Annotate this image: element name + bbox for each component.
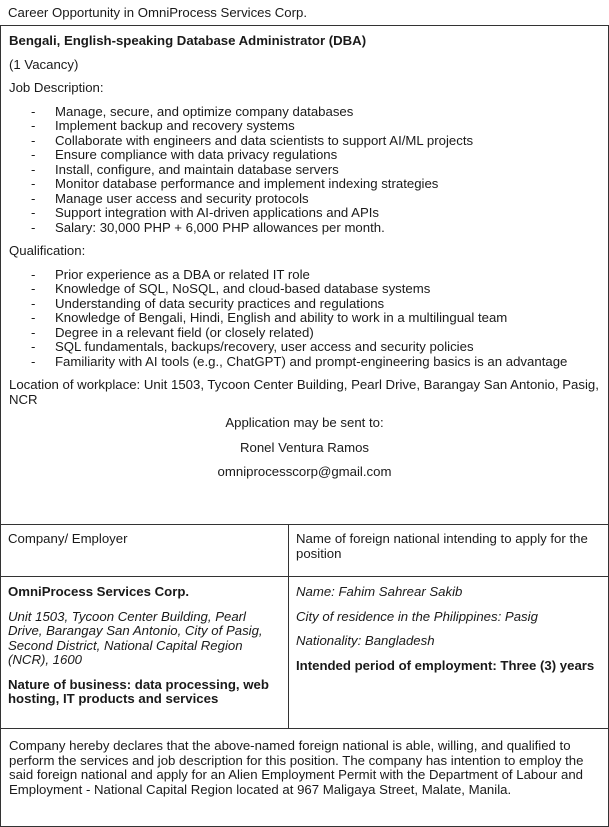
application-contact — [9, 416, 600, 480]
job-details-section — [0, 26, 609, 525]
nationality: Nationality: Bangladesh — [296, 633, 435, 648]
list-item: - Ensure compliance with data privacy regulations — [9, 148, 600, 163]
workplace-location: Location of workplace: Unit 1503, Tycoon Center Building, Pearl Drive, Barangay San Antonio, Pasig, NCR — [9, 377, 599, 407]
list-item: - Implement backup and recovery systems — [9, 119, 600, 134]
company-declaration: Company hereby declares that the above-named foreign national is able, willing, and qualified to perform the services and job description for this position. The company has intention to employ the said foreign national and apply for an Alien Employment Permit with the Department of Labour and Employment - National Capital Region located at 967 Maligaya Street, Malate, Manila. — [9, 738, 584, 797]
employer-details — [1, 577, 288, 707]
list-item: - Manage user access and security protocols — [9, 192, 600, 207]
employer-name: OmniProcess Services Corp. — [8, 584, 190, 599]
employer-foreign-national-table — [0, 525, 609, 729]
list-item: - Install, configure, and maintain database servers — [9, 163, 600, 178]
vacancy-count: (1 Vacancy) — [9, 56, 79, 72]
list-item: - Knowledge of SQL, NoSQL, and cloud-based database systems — [9, 282, 600, 297]
job-title: Bengali, English-speaking Database Administrator (DBA) — [9, 33, 367, 48]
declaration-section — [0, 729, 609, 827]
list-item: - SQL fundamentals, backups/recovery, user access and security policies — [9, 340, 600, 355]
contact-email: omniprocesscorp@gmail.com — [217, 464, 392, 479]
list-item: - Support integration with AI-driven applications and APIs — [9, 206, 600, 221]
list-item: - Degree in a relevant field (or closely related) — [9, 326, 600, 341]
qualification-label: Qualification: — [9, 243, 86, 258]
foreign-national-name: Name: Fahim Sahrear Sakib — [296, 584, 463, 599]
employer-address: Unit 1503, Tycoon Center Building, Pearl Drive, Barangay San Antonio, City of Pasig, Second District, National Capital Region (NCR), 1600 — [8, 608, 263, 667]
foreign-national-column — [289, 525, 608, 728]
list-item: - Prior experience as a DBA or related IT role — [9, 268, 600, 283]
business-nature: Nature of business: data processing, web hosting, IT products and services — [8, 676, 269, 706]
list-item: - Familiarity with AI tools (e.g., ChatGPT) and prompt-engineering basics is an advantage — [9, 355, 600, 370]
employer-column-header: Company/ Employer — [1, 525, 288, 577]
residence-city: City of residence in the Philippines: Pasig — [296, 608, 538, 624]
foreign-national-details — [289, 577, 608, 673]
employer-column — [1, 525, 289, 728]
foreign-national-column-header: Name of foreign national intending to apply for the position — [289, 525, 608, 577]
list-item: - Understanding of data security practices and regulations — [9, 297, 600, 312]
job-description-label: Job Description: — [9, 80, 104, 95]
job-description-list — [9, 105, 600, 236]
employment-period: Intended period of employment: Three (3) years — [296, 657, 595, 673]
page-title: Career Opportunity in OmniProcess Services Corp. — [8, 5, 308, 20]
list-item: - Knowledge of Bengali, Hindi, English and ability to work in a multilingual team — [9, 311, 600, 326]
qualification-list — [9, 268, 600, 370]
application-label: Application may be sent to: — [225, 415, 384, 430]
contact-name: Ronel Ventura Ramos — [239, 439, 369, 455]
list-item: - Monitor database performance and implement indexing strategies — [9, 177, 600, 192]
list-item: - Salary: 30,000 PHP + 6,000 PHP allowances per month. — [9, 221, 600, 236]
posting-header — [0, 0, 609, 26]
list-item: - Manage, secure, and optimize company databases — [9, 105, 600, 120]
list-item: - Collaborate with engineers and data scientists to support AI/ML projects — [9, 134, 600, 149]
